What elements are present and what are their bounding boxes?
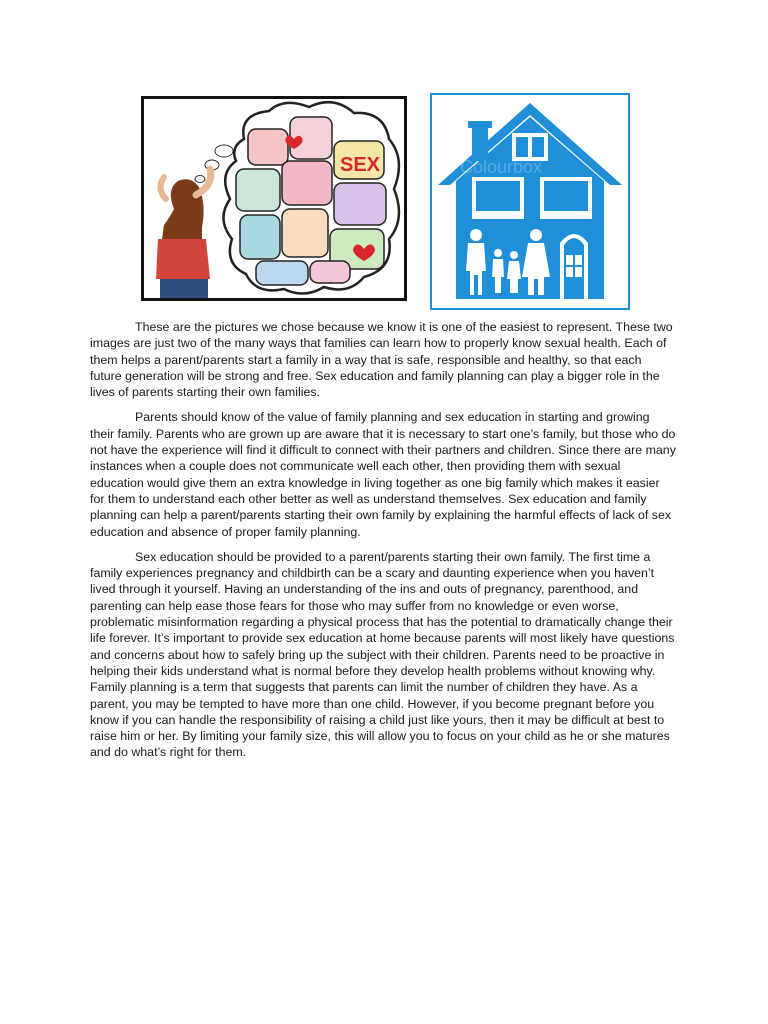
family-house-icon <box>432 95 628 308</box>
paragraph: Parents should know of the value of family planning and sex education in starting and growing their family. Parents who are grown up are aware that it is necessary to start one’s family, but those who do not have the experience will find it difficult to connect with their partners and children. Since there are many instances when a couple does not communicate well each other, then providing them with sexual education would give them an extra knowledge in living together as one big family which makes it easier for them to understand each other better as well as understand themselves. Sex education and family planning can help a parent/parents starting their own family by explaining the harmful effects of lack of sex education and absence of proper family planning. <box>90 410 676 539</box>
thinking-person-collage-icon <box>144 99 404 298</box>
paragraph: These are the pictures we chose because we know it is one of the easiest to represent. These two images are just two of the many ways that families can learn how to properly know sexual health. Each of them helps a parent/parents start a family in a way that is safe, responsible and healthy, so that each future generation will be strong and free. Sex education and family planning can play a bigger role in the lives of parents starting their own families. <box>90 320 673 400</box>
svg-text:SEX: SEX <box>340 154 381 176</box>
watermark-text: Colourbox <box>460 157 543 177</box>
paragraph: Sex education should be provided to a parent/parents starting their own family. The first time a family experiences pregnancy and childbirth can be a scary and daunting experience when you haven’t lived through it yourself. Having an understanding of the ins and outs of pregnancy, parenthood, and parenting can help ease those fears for those who may suffer from no knowledge or even worse, problematic misinformation regarding a physical process that has the potential to dramatically change their life forever. It’s important to provide sex education at home because parents will most likely have questions and concerns about how to safely bring up the subject with their children. Parents need to be proactive in helping their kids understand what is normal before they develop health problems without knowing why. Family planning is a term that suggests that parents can limit the number of children they have. As a parent, you may be tempted to have more than one child. However, if you become pregnant before you know if you can handle the responsibility of raising a child just like yours, then it may be difficult at best to raise him or her. By limiting your family size, this will allow you to focus on your child as he or she matures and do what’s right for them. <box>90 549 675 760</box>
document-body <box>90 319 676 770</box>
family-house-image <box>430 93 630 310</box>
thinking-person-collage-image <box>141 96 407 301</box>
